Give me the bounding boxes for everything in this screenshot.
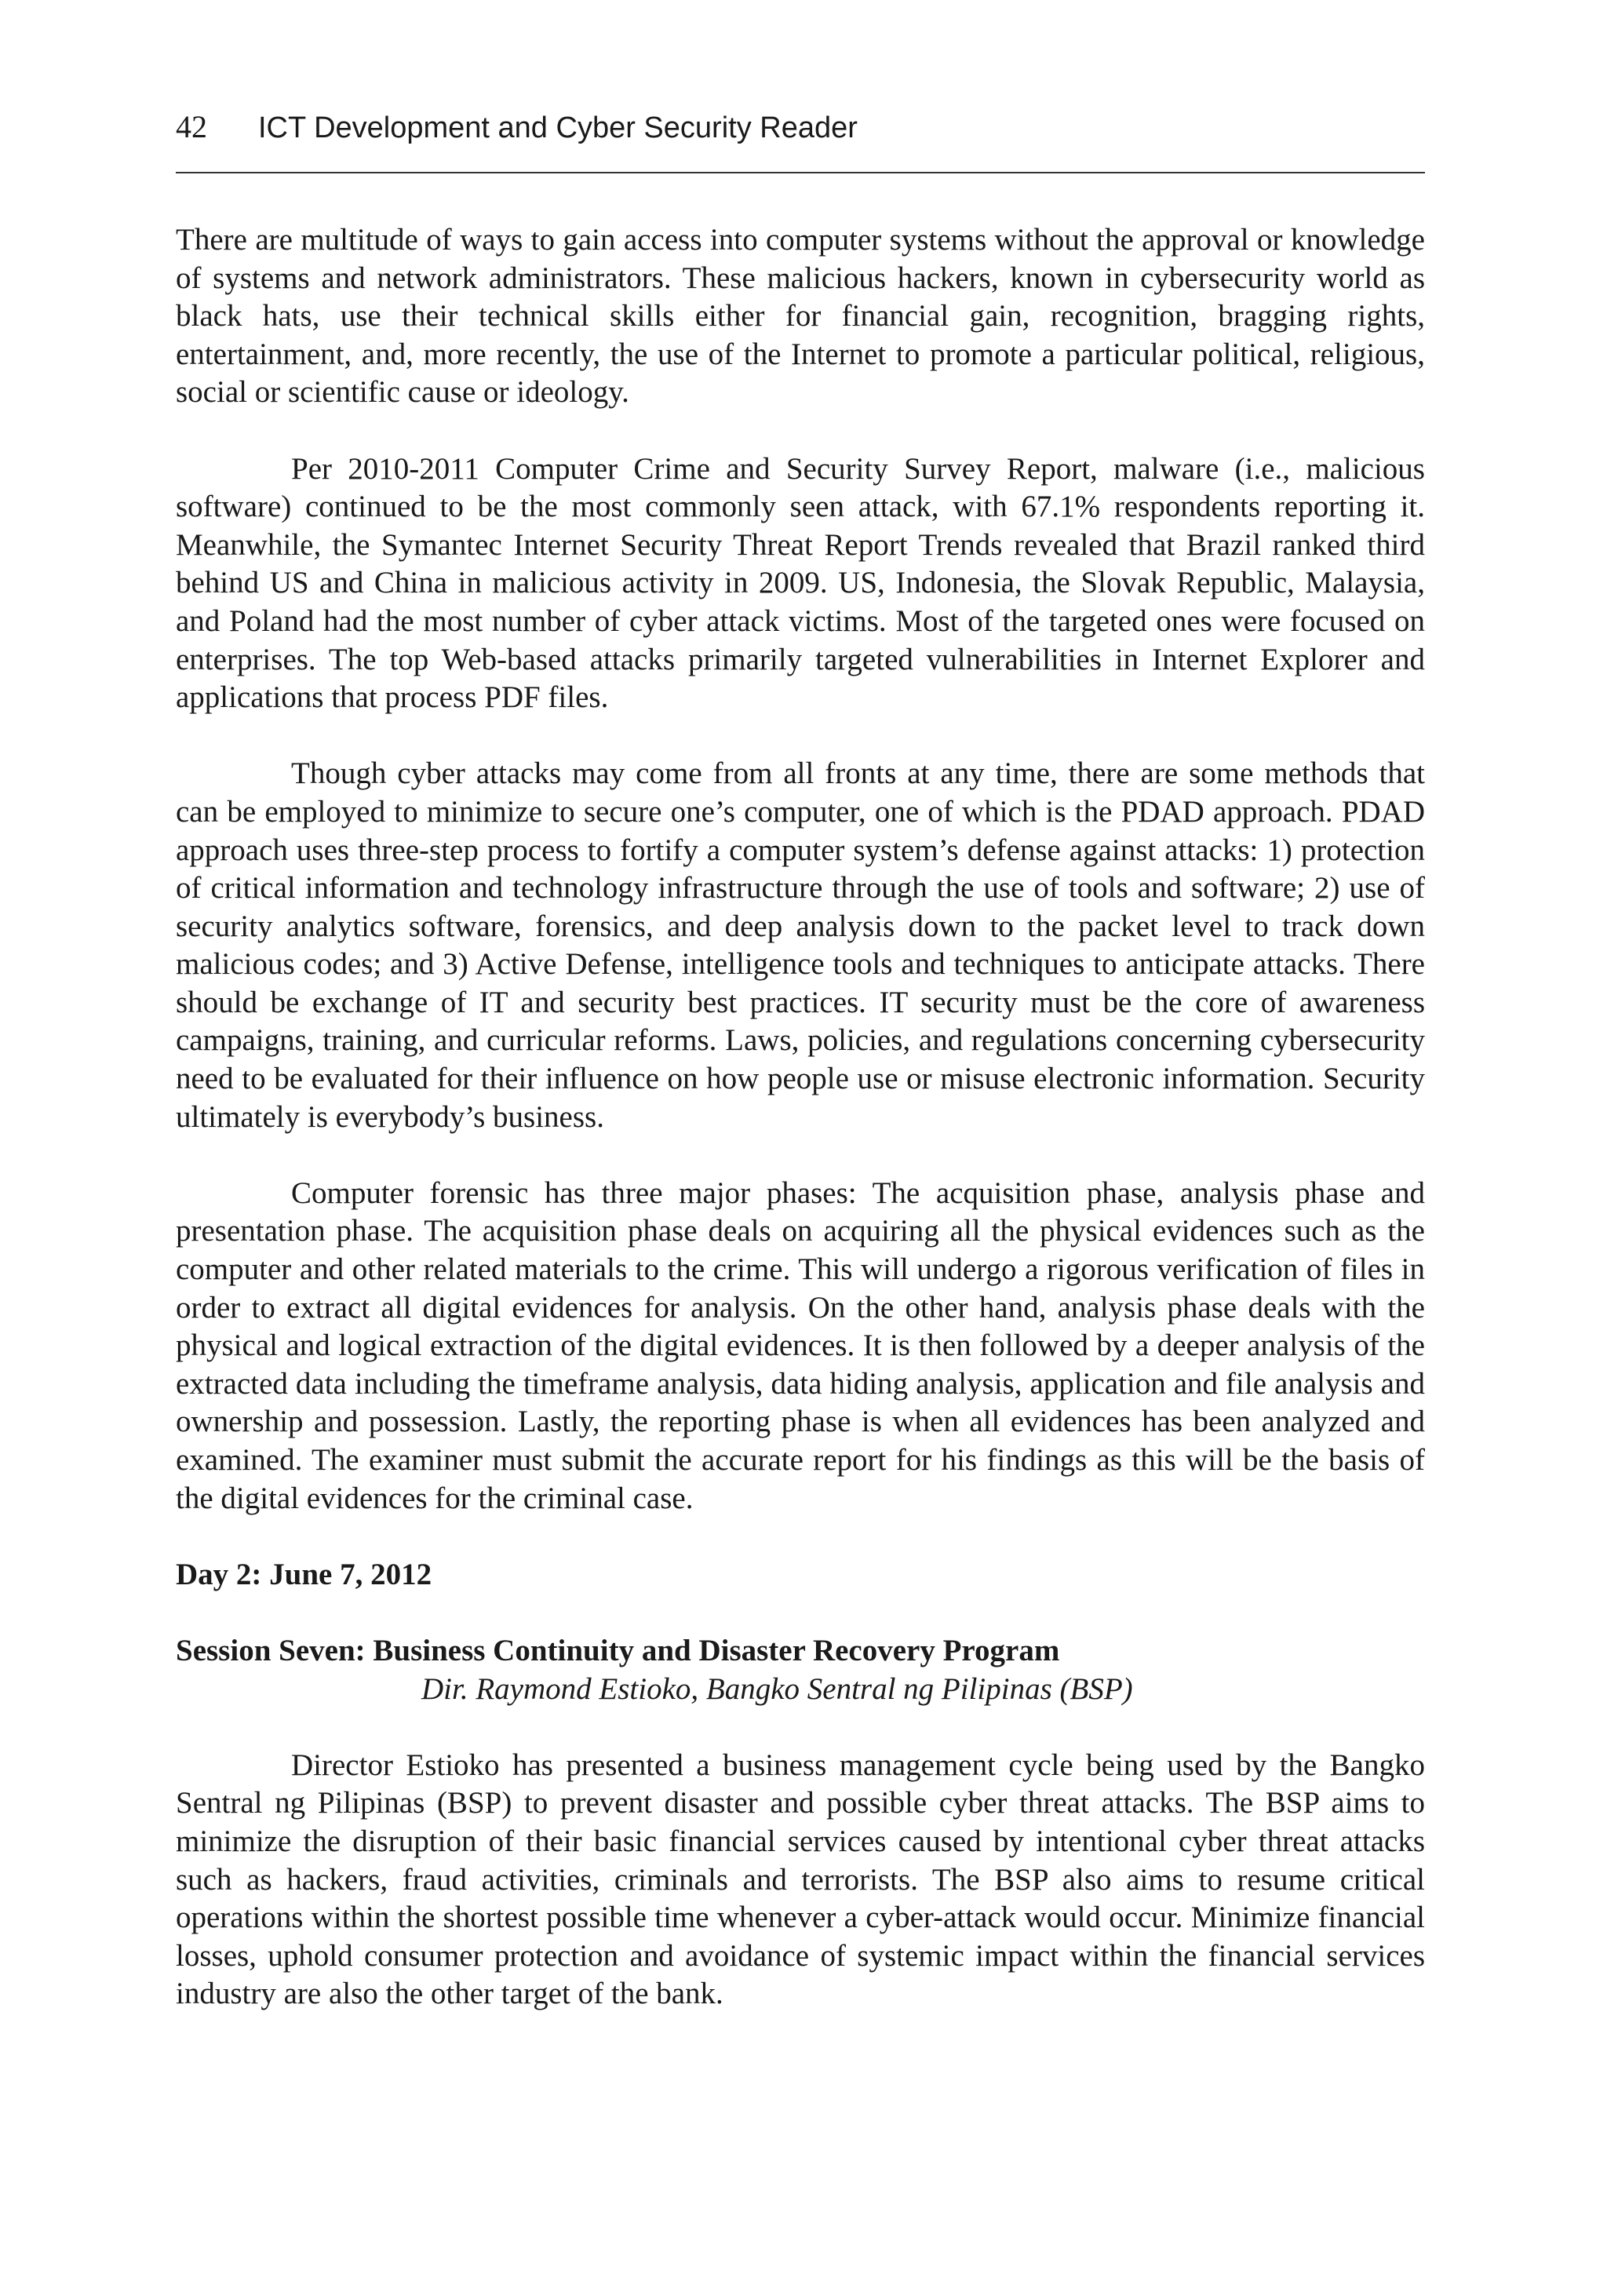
paragraph-pdad-approach: Though cyber attacks may come from all fronts at any time, there are some methods that can be employed to minimize to secure one’s computer, one of which is the PDAD approach. PDAD approach uses three-step process to fortify a computer system’s defense against attacks: 1) protection of critical information and technology infrastructure through the use of tools and software; 2) use of security analytics software, forensics, and deep analysis down to the packet level to track down malicious codes; and 3) Active Defense, intelligence tools and techniques to anticipate attacks. There should be exchange of IT and security best practices. IT security must be the core of awareness campaigns, training, and curricular reforms. Laws, policies, and regulations concerning cybersecurity need to be evaluated for their influence on how people use or misuse electronic information. Security ultimately is everybody’s business. (176, 756, 1425, 1134)
body-text (176, 221, 1425, 2052)
running-title: ICT Development and Cyber Security Reader (258, 111, 858, 144)
day-heading: Day 2: June 7, 2012 (176, 1557, 432, 1591)
header-rule (176, 172, 1425, 173)
session-heading: Session Seven: Business Continuity and Disaster Recovery Program (176, 1633, 1060, 1667)
paragraph-survey-report: Per 2010-2011 Computer Crime and Security Survey Report, malware (i.e., malicious software) continued to be the most commonly seen attack, with 67.1% respondents reporting it. Meanwhile, the Symantec Internet Security Threat Report Trends revealed that Brazil ranked third behind US and China in malicious activity in 2009. US, Indonesia, the Slovak Republic, Malaysia, and Poland had the most number of cyber attack victims. Most of the targeted ones were focused on enterprises. The top Web-based attacks primarily targeted vulnerabilities in Internet Explorer and applications that process PDF files. (176, 451, 1425, 715)
paragraph-hackers: There are multitude of ways to gain access into computer systems without the approval or knowledge of systems and network administrators. These malicious hackers, known in cybersecurity world as black hats, use their technical skills either for financial gain, recognition, bragging rights, entertainment, and, more recently, the use of the Internet to promote a particular political, religious, social or scientific cause or ideology. (176, 223, 1425, 410)
running-header (176, 108, 1425, 155)
session-speaker: Dir. Raymond Estioko, Bangko Sentral ng Pilipinas (BSP) (421, 1671, 1133, 1706)
paragraph-computer-forensic: Computer forensic has three major phases: The acquisition phase, analysis phase and presentation phase. The acquisition phase deals on acquiring all the physical evidences such as the computer and other related materials to the crime. This will undergo a rigorous verification of files in order to extract all digital evidences for analysis. On the other hand, analysis phase deals with the physical and logical extraction of the digital evidences. It is then followed by a deeper analysis of the extracted data including the timeframe analysis, data hiding analysis, application and file analysis and ownership and possession. Lastly, the reporting phase is when all evidences has been analyzed and examined. The examiner must submit the accurate report for his findings as this will be the basis of the digital evidences for the criminal case. (176, 1175, 1425, 1515)
page-number: 42 (176, 109, 207, 144)
paragraph-bsp-cycle: Director Estioko has presented a business management cycle being used by the Bangko Sentral ng Pilipinas (BSP) to prevent disaster and possible cyber threat attacks. The BSP aims to minimize the disruption of their basic financial services caused by intentional cyber threat attacks such as hackers, fraud activities, criminals and terrorists. The BSP also aims to resume critical operations within the shortest possible time whenever a cyber-attack would occur. Minimize financial losses, uphold consumer protection and avoidance of systemic impact within the financial services industry are also the other target of the bank. (176, 1748, 1425, 2011)
